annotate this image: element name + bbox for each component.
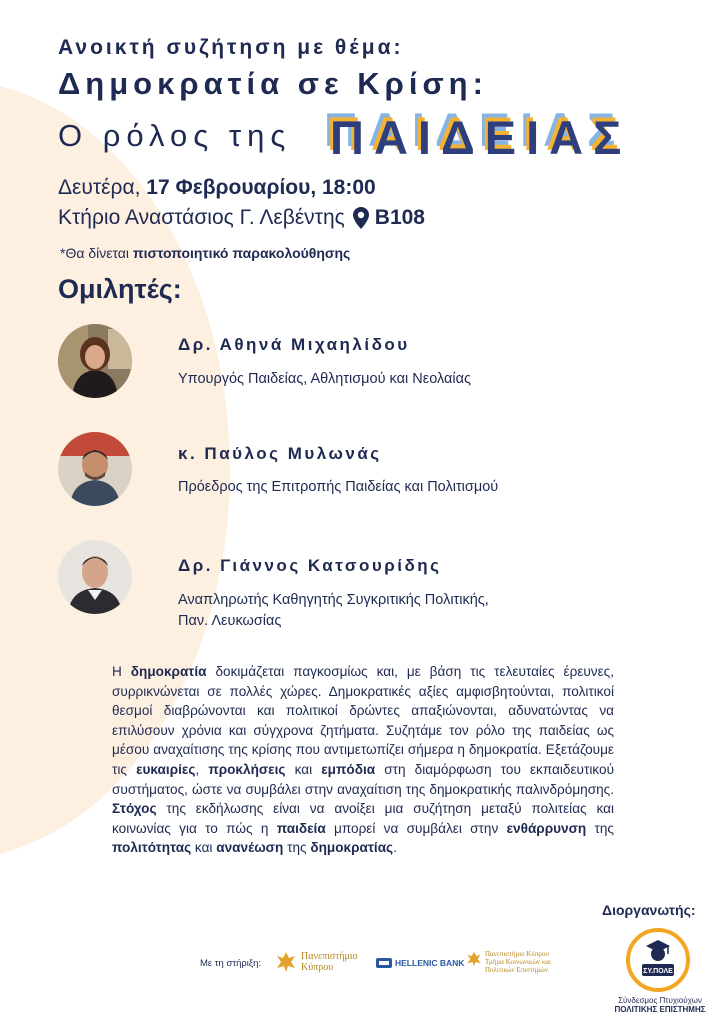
speaker-photo <box>58 432 132 506</box>
ucy2-line2: Τμήμα Κοινωνικών και <box>485 958 551 966</box>
organizer-line1: Σύνδεσμος Πτυχιούχων <box>618 996 702 1005</box>
speaker-photo <box>58 540 132 614</box>
org-logo-text: ΣΥ.ΠΟΛΕ <box>643 968 673 975</box>
sponsor-bank <box>376 958 464 968</box>
speaker-role-line2: Παν. Λευκωσίας <box>178 613 282 629</box>
event-subtitle: Ανοικτή συζήτηση με θέμα: <box>58 36 404 59</box>
event-date <box>58 176 376 200</box>
speaker-role <box>178 590 489 632</box>
role-text: Ο ρόλος της <box>58 118 292 153</box>
ucy-emblem-icon <box>275 950 297 974</box>
organizer-line2: ΠΟΛΙΤΙΚΗΣ ΕΠΙΣΤΗΜΗΣ <box>614 1005 706 1014</box>
ucy-emblem-icon <box>466 950 482 968</box>
sponsor-ucy-department <box>466 950 551 974</box>
room-number: Β108 <box>374 206 425 229</box>
speakers-heading: Ομιλητές: <box>58 274 182 304</box>
sponsor-ucy <box>275 950 358 974</box>
bank-name: HELLENIC BANK <box>395 958 465 968</box>
event-description: Η δημοκρατία δοκιμάζεται παγκοσμίως και, με βάση τις τελευταίες έρευνες, συρρικνώνεται σε πολλές χώρες. Δημοκρατικές αξίες αμφισβητούνται, πολιτικοί θεσμοί διαβρώνονται και πολιτικοί δρώντες απαξιώνονται, αδυνατώντας να επιλύσουν χρόνια και σύγχρονα ζητήματα. Συζητάμε τον ρόλο της παιδείας ως μέσου αναχαίτισης της κρίσης που αντιμετωπίζει σήμερα η δημοκρατία. Εξετάζουμε τις ευκαιρίες, προκλήσεις και εμπόδια στη διαμόρφωση του εκπαιδευτικού συστήματος, ώστε να συμβάλει στην αναχαίτιση της δημοκρατικής παλινδρόμησης. Στόχος της εκδήλωσης είναι να ανοίξει μια συζήτηση μεταξύ πολιτείας και κοινωνίας για το πώς η παιδεία μπορεί να συμβάλει στην ενθάρρυνση της πολιτότητας και ανανέωση της δημοκρατίας. <box>112 664 614 856</box>
speaker-role: Πρόεδρος της Επιτροπής Παιδείας και Πολιτισμού <box>178 479 499 495</box>
event-venue <box>58 206 425 230</box>
ucy-line1: Πανεπιστήμιο <box>301 951 358 962</box>
location-pin-icon <box>353 207 369 229</box>
ucy2-line3: Πολιτικών Επιστημών <box>485 966 548 974</box>
weekday: Δευτέρα, <box>58 176 147 199</box>
event-title: Δημοκρατία σε Κρίση: <box>58 66 488 101</box>
highlight-word: ΠΑΙΔΕΙΑΣ <box>330 111 632 164</box>
speaker-name: Δρ. Γιάννος Κατσουρίδης <box>178 556 442 575</box>
ucy2-line1: Πανεπιστήμιο Κύπρου <box>485 950 549 958</box>
speaker-role-line1: Αναπληρωτής Καθηγητής Συγκριτικής Πολιτικής, <box>178 592 489 608</box>
organizer-logo <box>626 928 690 992</box>
certificate-note <box>60 245 350 261</box>
bank-logo-icon <box>376 958 392 968</box>
organizer-name <box>606 996 714 1014</box>
ucy-line2: Κύπρου <box>301 962 334 973</box>
cert-prefix: *Θα δίνεται <box>60 245 133 261</box>
organizer-label: Διοργανωτής: <box>602 902 696 918</box>
speaker-role: Υπουργός Παιδείας, Αθλητισμού και Νεολαίας <box>178 371 471 387</box>
speaker-name: κ. Παύλος Μυλωνάς <box>178 444 382 463</box>
venue-name: Κτήριο Αναστάσιος Γ. Λεβέντης <box>58 206 345 229</box>
speaker-name: Δρ. Αθηνά Μιχαηλίδου <box>178 335 410 354</box>
speaker-photo <box>58 324 132 398</box>
date-time: 17 Φεβρουαρίου, 18:00 <box>146 176 376 199</box>
support-label: Με τη στήριξη: <box>200 958 262 969</box>
cert-bold: πιστοποιητικό παρακολούθησης <box>132 245 351 261</box>
